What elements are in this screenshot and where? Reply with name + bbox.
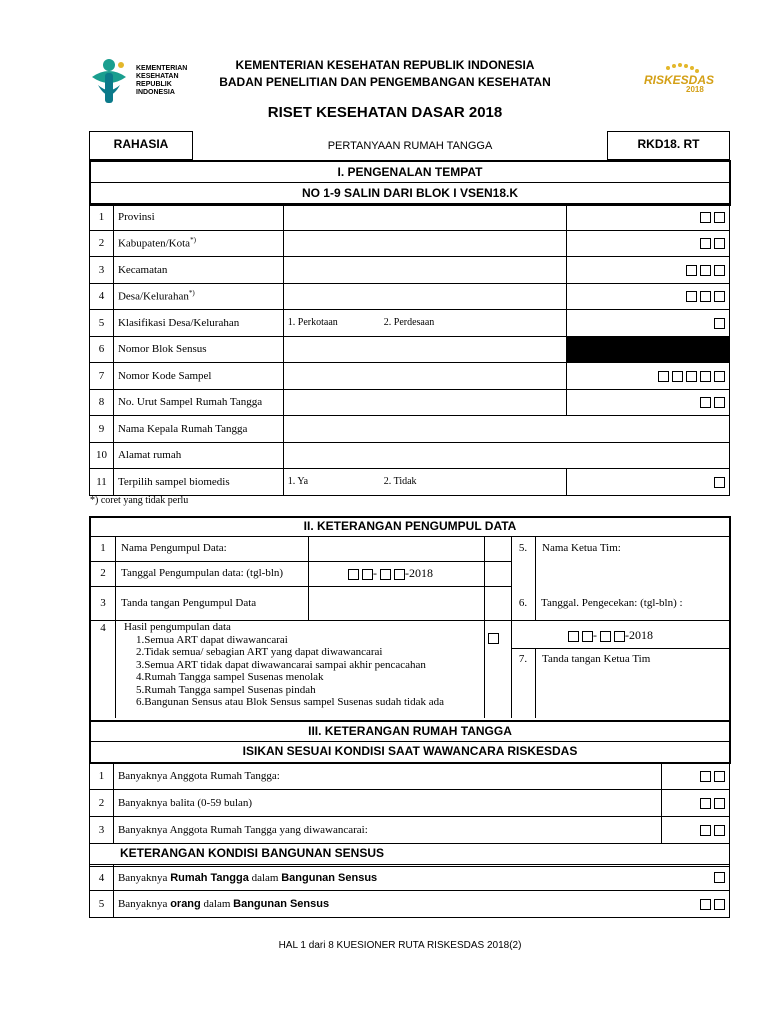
household-count-boxes[interactable] <box>662 865 730 891</box>
section1-row <box>90 257 730 284</box>
s2-line <box>511 537 512 718</box>
section1-row <box>90 310 730 337</box>
section3-row <box>90 790 730 817</box>
s1-row-no: 11 <box>90 469 114 496</box>
kemenkes-emblem-icon <box>88 55 130 109</box>
s2-row4-no: 4 <box>100 622 106 634</box>
s2-row4-label: Hasil pengumpulan data <box>124 621 231 633</box>
s1-row-no: 8 <box>90 389 114 416</box>
s3-row4-pre: Banyaknya <box>117 871 171 884</box>
s1-row-entry[interactable] <box>283 204 567 231</box>
rahasia-label: RAHASIA <box>113 137 169 151</box>
s1-row-entry[interactable] <box>283 257 567 284</box>
section3-subtitle: ISIKAN SESUAI KONDISI SAAT WAWANCARA RISKESDAS <box>242 744 578 758</box>
logo-line-2: KESEHATAN <box>136 73 179 80</box>
s3-row5-mid: dalam <box>200 898 234 910</box>
result-option-2: 2.Tidak semua/ sebagian ART yang dapat diwawancarai <box>136 646 383 659</box>
s1-row-entry[interactable] <box>283 363 567 390</box>
riskesdas-logo-text: RISKESDAS <box>644 73 715 87</box>
s2-row1-label: Nama Pengumpul Data: <box>121 542 227 554</box>
s1-row-entry[interactable] <box>283 389 567 416</box>
section1-title: I. PENGENALAN TEMPAT <box>91 162 729 183</box>
s2-row3-no: 3 <box>100 597 106 609</box>
s2-line <box>511 648 729 649</box>
s2-r7-no: 7. <box>518 653 528 665</box>
s1-row-label: Kecamatan <box>113 257 283 284</box>
s1-row-label: Nama Kepala Rumah Tangga <box>113 416 283 443</box>
s3-row-boxes[interactable] <box>662 763 730 790</box>
logo-line-3: REPUBLIK <box>136 81 172 88</box>
section1-header <box>89 160 731 206</box>
s2-row2-no: 2 <box>100 567 106 579</box>
s1-row-label: Alamat rumah <box>113 442 283 469</box>
s1-row-code-boxes[interactable] <box>567 363 730 390</box>
s2-r6-label: Tanggal. Pengecekan: (tgl-bln) : <box>541 597 683 609</box>
s3-row4-label <box>113 865 661 891</box>
s1-row-label: Nomor Kode Sampel <box>113 363 283 390</box>
s1-row-label: Klasifikasi Desa/Kelurahan <box>113 310 283 337</box>
s1-row-entry[interactable] <box>283 336 567 363</box>
collection-result-options <box>136 634 444 708</box>
s3-row-label: Banyaknya balita (0-59 bulan) <box>113 790 661 817</box>
s1-row-no: 3 <box>90 257 114 284</box>
section1-row <box>90 416 730 443</box>
logo-line-4: INDONESIA <box>136 89 175 96</box>
check-date-field[interactable]: - -2018 <box>565 628 653 643</box>
s1-row-no: 9 <box>90 416 114 443</box>
s3-row5-b1: orang <box>170 898 201 910</box>
s3-row4-b1: Rumah Tangga <box>170 871 249 884</box>
section3-row <box>90 817 730 844</box>
s2-line <box>484 537 485 718</box>
s2-row3-label: Tanda tangan Pengumpul Data <box>121 597 257 609</box>
result-option-6: 6.Bangunan Sensus atau Blok Sensus sampel Susenas sudah tidak ada <box>136 696 444 709</box>
s1-row-label: Kabupaten/Kota*) <box>113 230 283 257</box>
s1-row-label: Terpilih sampel biomedis <box>113 469 283 496</box>
page-title: RISET KESEHATAN DASAR 2018 <box>267 104 503 121</box>
s2-row2-label: Tanggal Pengumpulan data: (tgl-bln) <box>121 567 284 579</box>
s3-row4-mid: dalam <box>248 871 282 884</box>
s1-row-blank <box>567 442 730 469</box>
s1-row-no: 1 <box>90 204 114 231</box>
kemenkes-logo <box>88 55 198 110</box>
s1-row-code-boxes[interactable] <box>567 204 730 231</box>
s1-row-no: 10 <box>90 442 114 469</box>
s3-row5-pre: Banyaknya <box>117 898 171 910</box>
s1-row-code-boxes[interactable] <box>567 283 730 310</box>
s1-row-code-boxes[interactable] <box>567 469 730 496</box>
s1-row-blank <box>567 416 730 443</box>
riskesdas-logo-year: 2018 <box>686 85 704 94</box>
s1-row-code-boxes[interactable] <box>567 389 730 416</box>
s2-line <box>308 537 309 620</box>
blok-sensus-shaded <box>567 336 730 363</box>
section1-table <box>89 203 730 496</box>
collection-date-field[interactable]: - -2018 <box>345 566 433 581</box>
building-condition-heading: KETERANGAN KONDISI BANGUNAN SENSUS <box>120 846 385 860</box>
result-option-5: 5.Rumah Tangga sampel Susenas pindah <box>136 683 316 696</box>
s3-row4-b2: Bangunan Sensus <box>281 871 378 884</box>
result-option-1: 1.Semua ART dapat diwawancarai <box>136 634 288 646</box>
section1-row <box>90 469 730 496</box>
s1-row-no: 7 <box>90 363 114 390</box>
s1-row-options: 1. Perkotaan 2. Perdesaan <box>283 310 567 337</box>
s1-row-code-boxes[interactable] <box>567 230 730 257</box>
section3-title: III. KETERANGAN RUMAH TANGGA <box>91 722 729 742</box>
s1-row-no: 5 <box>90 310 114 337</box>
people-count-boxes[interactable] <box>662 891 730 918</box>
section1-row <box>90 230 730 257</box>
section1-row <box>90 442 730 469</box>
section3-row <box>90 763 730 790</box>
result-option-3: 3.Semua ART tidak dapat diwawancarai sampai akhir pencacahan <box>136 658 426 671</box>
agency-name: BADAN PENELITIAN DAN PENGEMBANGAN KESEHATAN <box>219 75 551 89</box>
s2-line <box>535 648 536 718</box>
s2-line <box>91 586 511 587</box>
s2-r7-label: Tanda tangan Ketua Tim <box>542 653 651 665</box>
section1-row <box>90 283 730 310</box>
result-option-4: 4.Rumah Tangga sampel Susenas menolak <box>136 671 324 684</box>
riskesdas-logo <box>640 62 720 94</box>
s1-row-entry[interactable] <box>283 283 567 310</box>
section1-row <box>90 204 730 231</box>
collection-result-checkbox[interactable] <box>488 629 499 647</box>
s3-row5-b2: Bangunan Sensus <box>233 898 330 910</box>
s2-r6-no: 6. <box>518 597 528 609</box>
logo-line-1: KEMENTERIAN <box>136 65 188 72</box>
section1-row <box>90 336 730 363</box>
section1-subtitle: NO 1-9 SALIN DARI BLOK I VSEN18.K <box>301 186 519 200</box>
footnote: *) coret yang tidak perlu <box>90 495 189 506</box>
s3-row4-no: 4 <box>90 865 114 891</box>
form-title: PERTANYAAN RUMAH TANGGA <box>327 140 493 152</box>
s3-row-no: 3 <box>90 817 114 844</box>
page-footer: HAL 1 dari 8 KUESIONER RUTA RISKESDAS 2018(2) <box>278 940 522 951</box>
s2-line <box>91 561 511 562</box>
form-code: RKD18. RT <box>637 137 700 151</box>
s1-row-no: 4 <box>90 283 114 310</box>
s1-row-code-boxes[interactable] <box>567 257 730 284</box>
s1-row-label: No. Urut Sampel Rumah Tangga <box>113 389 283 416</box>
s2-line <box>115 537 116 718</box>
s1-row-entry[interactable] <box>283 230 567 257</box>
s2-r5-label: Nama Ketua Tim: <box>542 542 621 554</box>
s2-r5-no: 5. <box>518 542 528 554</box>
s3-row-boxes[interactable] <box>662 790 730 817</box>
s3-row-label: Banyaknya Anggota Rumah Tangga yang diwawancarai: <box>113 817 661 844</box>
collection-year: 2018 <box>409 566 433 580</box>
ministry-name: KEMENTERIAN KESEHATAN REPUBLIK INDONESIA <box>235 58 535 72</box>
s1-row-no: 2 <box>90 230 114 257</box>
s1-row-options: 1. Ya 2. Tidak <box>283 469 567 496</box>
section1-row <box>90 363 730 390</box>
s3-row-no: 1 <box>90 763 114 790</box>
s3-row5-no: 5 <box>90 891 114 918</box>
s3-row5-label <box>113 891 661 918</box>
s1-row-no: 6 <box>90 336 114 363</box>
check-year: 2018 <box>629 628 653 642</box>
s1-row-label: Provinsi <box>113 204 283 231</box>
s1-row-entry[interactable] <box>283 442 567 469</box>
s1-row-label: Desa/Kelurahan*) <box>113 283 283 310</box>
section3-header <box>89 720 731 764</box>
s2-row1-no: 1 <box>100 542 106 554</box>
s1-row-entry[interactable] <box>283 416 567 443</box>
section2-title: II. KETERANGAN PENGUMPUL DATA <box>91 517 729 537</box>
s2-line <box>535 537 536 620</box>
section1-row <box>90 389 730 416</box>
s3-row-no: 2 <box>90 790 114 817</box>
s1-row-label: Nomor Blok Sensus <box>113 336 283 363</box>
s3-row-boxes[interactable] <box>662 817 730 844</box>
s3-row-label: Banyaknya Anggota Rumah Tangga: <box>113 763 661 790</box>
s1-row-code-boxes[interactable] <box>567 310 730 337</box>
section3-building-table <box>89 864 730 918</box>
